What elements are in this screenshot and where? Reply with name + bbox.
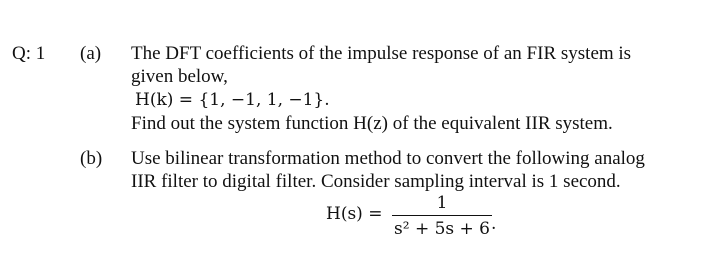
part-b-label: (b) <box>80 148 103 169</box>
equation-denominator: s² + 5s + 6 <box>394 219 490 239</box>
dft-coefficients-equation: H(k) = {1, −1, 1, −1}. <box>135 90 330 110</box>
part-b-line-2: IIR filter to digital filter. Consider sampling interval is 1 second. <box>131 171 621 192</box>
part-a-line-1: The DFT coefficients of the impulse response of an FIR system is <box>131 43 632 64</box>
part-a-label: (a) <box>80 43 102 64</box>
equation-end-period: . <box>491 214 497 234</box>
part-b-line-1: Use bilinear transformation method to convert the following analog <box>131 148 645 169</box>
equation-fraction <box>392 193 496 237</box>
part-a-line-4: Find out the system function H(z) of the equivalent IIR system. <box>131 113 613 134</box>
equation-numerator: 1 <box>436 193 448 213</box>
question-number: Q: 1 <box>12 43 46 64</box>
part-a-line-2: given below, <box>131 66 228 87</box>
fraction-bar <box>392 215 492 216</box>
equation-lhs: H(s) = <box>326 204 383 224</box>
